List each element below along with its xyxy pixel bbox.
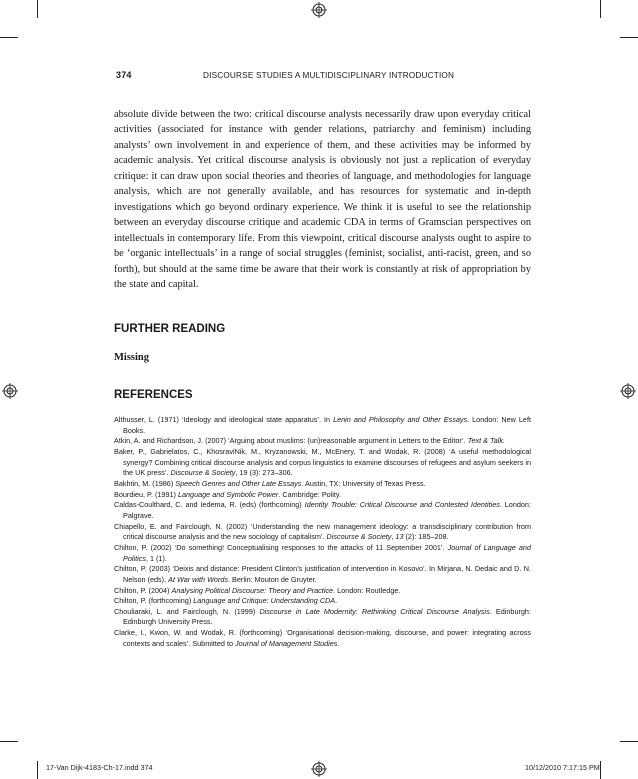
reference-italic-title: Discourse & Society (170, 468, 236, 478)
reference-italic-title: Language and Critique: Understanding CDA (193, 596, 336, 606)
reference-text: Clarke, I., Kwon, W. and Wodak, R. (forthcoming) ‘Organisational decision-making, discourse, and power: integrating across contexts and scales’. Submitted to (114, 628, 531, 648)
reference-italic-title: At War with Words (168, 574, 229, 584)
reference-item (114, 447, 531, 479)
reference-item (114, 586, 531, 597)
reference-text: . London: Palgrave. (123, 500, 531, 520)
registration-mark-icon (2, 383, 18, 399)
reference-italic-title: Analysing Political Discourse: Theory and Practice (171, 585, 334, 595)
reference-item (114, 479, 531, 490)
reference-item (114, 596, 531, 607)
reference-italic-title: Speech Genres and Other Late Essays (175, 478, 302, 488)
reference-text: Baker, P., Gabrielatos, C., KhosraviNik, M., Kryzanowski, M., McEnery, T. and Wodak, R. (2008) ‘A useful methodological synergy? Combining critical discourse analysis and corpus linguistics to examine discourses of refugees and asylum seekers in the UK press’. (114, 446, 531, 478)
running-head-title: DISCOURSE STUDIES A MULTIDISCIPLINARY INTRODUCTION (203, 71, 455, 80)
reference-item (114, 543, 531, 564)
reference-text: Chilton, P. (2002) ‘Do something! Conceptualising responses to the attacks of 11 September 2001’. (114, 542, 448, 552)
reference-text: , (391, 532, 396, 542)
reference-text: Chiapello, E. and Fairclough, N. (2002) ‘Understanding the new management ideology: a transdisciplinary contribution from critical discourse analysis and the new sociology of capitalism’. (114, 521, 531, 542)
slug-datetime: 10/12/2010 7:17:15 PM (525, 763, 600, 772)
registration-mark-icon (311, 2, 327, 18)
references-list (114, 415, 531, 649)
reference-text: , 1 (1). (145, 553, 167, 563)
crop-mark (620, 37, 638, 38)
body-paragraph: absolute divide between the two: critical discourse analysts necessarily draw upon everyday critical activities (associated for instance with gender relations, patriarchy and feminism) including analysts’ own involvement in and experience of them, and these activities may be informed by academic analysis. Yet critical discourse analysis is obviously not just a replication of everyday critique: it can draw upon social theories and theories of language, and methodologies for language analysis, which are not generally available, and has resources for systematic and in-depth investigations which go beyond ordinary experience. We think it is useful to see the relationship between an everyday discourse critique and academic CDA in terms of Gramscian perspectives on intellectuals in contemporary life. From this viewpoint, critical discourse analysts ought to aspire to be ‘organic intellectuals’ in a range of social struggles (feminist, socialist, anti-racist, green, and so forth), but should at the same time be aware that their work is constantly at risk of appropriation by the state and capital. (114, 109, 531, 290)
reference-italic-title: Identity Trouble: Critical Discourse and Contested Identities (304, 500, 500, 510)
reference-text: Althusser, L. (1971) ‘Ideology and ideological state apparatus’. In (114, 415, 334, 424)
reference-italic-title: Discourse in Late Modernity: Rethinking Critical Discourse Analysis (259, 606, 490, 616)
reference-italic-title: 13 (395, 532, 404, 542)
reference-italic-title: Text & Talk. (467, 436, 506, 446)
reference-text: . Austin, TX: University of Texas Press. (301, 478, 426, 488)
crop-mark (37, 761, 38, 779)
reference-item (114, 522, 531, 543)
reference-text: , 19 (3): 273–306. (235, 468, 293, 478)
reference-text: Chilton, P. (2004) (114, 585, 172, 595)
reference-italic-title: Journal of Language and Politics (123, 542, 531, 563)
reference-text: . London: New Left Books. (123, 415, 531, 435)
registration-mark-icon (311, 761, 327, 777)
reference-text: . London: Routledge. (333, 585, 401, 595)
references-heading: REFERENCES (114, 389, 193, 401)
further-reading-content: Missing (114, 352, 150, 363)
reference-text: Bakhtin, M. (1986) (114, 478, 176, 488)
crop-mark (0, 741, 18, 742)
registration-mark-icon (620, 383, 636, 399)
reference-text: Chouliaraki, L. and Fairclough, N. (1999) (114, 606, 260, 616)
reference-italic-title: Journal of Management Studies (235, 638, 338, 648)
reference-text: . Cambridge: Polity. (278, 489, 342, 499)
reference-text: . (335, 596, 338, 606)
reference-text: Bourdieu, P. (1991) (114, 489, 178, 499)
reference-text: Caldas-Coulthard, C. and Iedema, R. (eds) (forthcoming) (114, 500, 305, 510)
reference-item (114, 415, 531, 436)
reference-item (114, 628, 531, 649)
slug-file-name: 17-Van Dijk-4183-Ch-17.indd 374 (46, 763, 153, 772)
further-reading-heading: FURTHER READING (114, 323, 226, 335)
reference-italic-title: Language and Symbolic Power (177, 489, 279, 499)
reference-italic-title: Lenin and Philosophy and Other Essays (333, 415, 468, 424)
page-number: 374 (116, 70, 132, 80)
reference-text: Atkin, A. and Richardson, J. (2007) ‘Arguing about muslims: (un)reasonable argument in Letters to the Editor’. (114, 436, 468, 446)
reference-text: . (337, 638, 340, 648)
reference-item (114, 500, 531, 521)
crop-mark (620, 741, 638, 742)
reference-text: . Edinburgh: Edinburgh University Press. (123, 606, 531, 627)
reference-text: Chilton, P. (2003) ‘Deixis and distance: President Clinton’s justification of intervention in Kosovo’. In Mirjana, N. Dedaic and D. N. Nelson (eds), (114, 564, 531, 584)
reference-text: (2): 185–208. (403, 532, 449, 542)
reference-item (114, 490, 531, 501)
crop-mark (37, 0, 38, 18)
crop-mark (0, 37, 18, 38)
reference-text: Chilton, P. (forthcoming) (114, 596, 194, 606)
reference-text: . Berlin: Mouton de Gruyter. (228, 574, 317, 584)
reference-italic-title: Discourse & Society (326, 532, 392, 542)
reference-item (114, 607, 531, 628)
reference-item (114, 564, 531, 585)
crop-mark (600, 0, 601, 18)
crop-mark (600, 761, 601, 779)
reference-item (114, 436, 531, 447)
